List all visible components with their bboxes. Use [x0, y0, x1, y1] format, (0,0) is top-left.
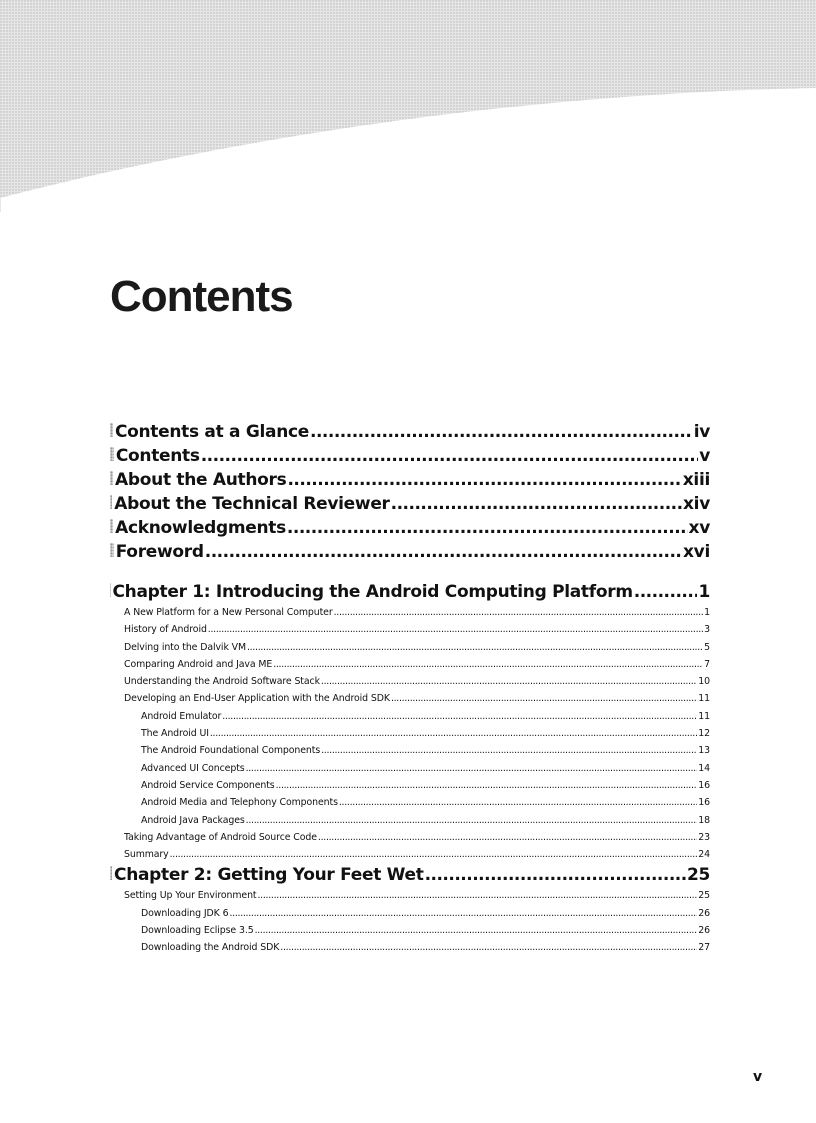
dot-leader — [246, 812, 698, 829]
subsubentry-page: 26 — [698, 925, 710, 937]
subsubentry-label: Downloading Eclipse 3.5 — [141, 925, 254, 937]
chapter-title: Chapter 1: Introducing the Android Computing Platform — [112, 582, 633, 602]
toc-subsubentry[interactable] — [110, 760, 710, 777]
dot-leader — [255, 922, 698, 939]
toc-subentry[interactable] — [110, 621, 710, 638]
dot-leader — [229, 905, 697, 922]
dot-leader — [258, 887, 698, 904]
toc-subentry[interactable] — [110, 887, 710, 904]
dot-leader — [321, 673, 697, 690]
dot-leader — [334, 604, 704, 621]
subsubentry-page: 12 — [698, 728, 710, 740]
header-swoosh-graphic — [0, 0, 816, 230]
toc-entry-page: xiii — [682, 470, 710, 490]
subsubentry-page: 26 — [698, 907, 710, 919]
toc-subsubentry[interactable] — [110, 939, 710, 956]
dot-leader — [391, 492, 682, 516]
table-of-contents — [110, 420, 710, 957]
subsubentry-page: 14 — [698, 762, 710, 774]
dot-leader — [280, 939, 697, 956]
chapter-title: Chapter 2: Getting Your Feet Wet — [114, 865, 424, 886]
toc-subsubentry[interactable] — [110, 708, 710, 725]
subsubentry-page: 16 — [698, 779, 710, 791]
subentry-page: 25 — [698, 890, 710, 902]
toc-entry-acknowledgments[interactable] — [110, 516, 710, 540]
dot-leader — [634, 580, 698, 604]
chapter-page: 1 — [698, 582, 710, 602]
subsubentry-label: The Android UI — [141, 728, 209, 740]
subsubentry-page: 16 — [698, 797, 710, 809]
dot-leader — [318, 829, 697, 846]
subentry-page: 7 — [704, 658, 710, 670]
dot-leader — [210, 725, 697, 742]
subsubentry-label: The Android Foundational Components — [141, 745, 321, 757]
dot-leader — [287, 468, 681, 492]
subentry-page: 3 — [704, 624, 710, 636]
subentry-page: 24 — [698, 849, 710, 861]
toc-entry-page: xvi — [683, 542, 710, 562]
dither-marker-icon — [110, 583, 111, 597]
dot-leader — [321, 742, 697, 759]
subsubentry-label: Android Media and Telephony Components — [141, 797, 338, 809]
subentry-label: Summary — [124, 849, 169, 861]
toc-subsubentry[interactable] — [110, 794, 710, 811]
toc-chapter-1[interactable] — [110, 580, 710, 604]
dither-marker-icon — [110, 543, 114, 557]
subsubentry-label: Advanced UI Concepts — [141, 762, 245, 774]
subsubentry-page: 27 — [698, 942, 710, 954]
toc-entry-label: Contents — [115, 446, 200, 466]
subentry-label: Developing an End-User Application with the Android SDK — [124, 693, 390, 705]
toc-entry-page: iv — [693, 422, 710, 442]
dot-leader — [276, 777, 698, 794]
subsubentry-label: Downloading the Android SDK — [141, 942, 280, 954]
subentry-label: Comparing Android and Java ME — [124, 658, 273, 670]
toc-subentry[interactable] — [110, 639, 710, 656]
dot-leader — [425, 863, 686, 887]
subentry-page: 11 — [698, 693, 710, 705]
subsubentry-page: 18 — [698, 814, 710, 826]
toc-chapter-2[interactable] — [110, 863, 710, 887]
subentry-label: A New Platform for a New Personal Computer — [124, 607, 333, 618]
toc-subentry[interactable] — [110, 846, 710, 863]
subentry-label: Understanding the Android Software Stack — [124, 676, 320, 688]
toc-entry-label: About the Technical Reviewer — [114, 494, 390, 514]
toc-subsubentry[interactable] — [110, 812, 710, 829]
dot-leader — [205, 540, 682, 564]
subsubentry-page: 11 — [698, 710, 710, 722]
toc-entry-label: About the Authors — [115, 470, 287, 490]
section-gap — [110, 564, 710, 580]
subentry-page: 1 — [704, 607, 710, 618]
toc-subsubentry[interactable] — [110, 725, 710, 742]
dot-leader — [247, 639, 703, 656]
dither-marker-icon — [110, 471, 113, 485]
dot-leader — [246, 760, 698, 777]
dither-marker-icon — [110, 866, 112, 880]
dither-marker-icon — [110, 495, 112, 509]
dot-leader — [170, 846, 698, 863]
subentry-label: History of Android — [124, 624, 207, 636]
toc-entry-foreword[interactable] — [110, 540, 710, 564]
subentry-label: Delving into the Dalvik VM — [124, 641, 246, 653]
toc-entry-about-the-technical-reviewer[interactable] — [110, 492, 710, 516]
toc-entry-page: xiv — [683, 494, 710, 514]
toc-entry-label: Foreword — [115, 542, 204, 562]
subentry-label: Taking Advantage of Android Source Code — [124, 831, 317, 843]
dot-leader — [201, 444, 698, 468]
toc-subsubentry[interactable] — [110, 905, 710, 922]
dither-marker-icon — [110, 447, 114, 461]
subentry-label: Setting Up Your Environment — [124, 890, 257, 902]
toc-entry-contents[interactable] — [110, 444, 710, 468]
toc-subsubentry[interactable] — [110, 922, 710, 939]
toc-entry-contents-at-a-glance[interactable] — [110, 420, 710, 444]
dot-leader — [273, 656, 703, 673]
dot-leader — [339, 794, 697, 811]
subentry-page: 10 — [698, 676, 710, 688]
subsubentry-label: Android Emulator — [141, 710, 222, 722]
dot-leader — [287, 516, 688, 540]
toc-entry-page: v — [699, 446, 710, 466]
toc-entry-label: Acknowledgments — [115, 518, 286, 538]
page-title: Contents — [110, 272, 293, 321]
chapter-page: 25 — [686, 865, 710, 886]
toc-entry-about-the-authors[interactable] — [110, 468, 710, 492]
toc-subentry[interactable] — [110, 604, 710, 621]
dot-leader — [310, 420, 693, 444]
toc-entry-label: Contents at a Glance — [114, 422, 310, 442]
subsubentry-label: Android Service Components — [141, 779, 275, 791]
subentry-page: 23 — [698, 831, 710, 843]
dot-leader — [222, 708, 697, 725]
subentry-page: 5 — [704, 641, 710, 653]
dither-marker-icon — [110, 519, 113, 533]
toc-subentry[interactable] — [110, 673, 710, 690]
toc-entry-page: xv — [688, 518, 710, 538]
toc-subsubentry[interactable] — [110, 742, 710, 759]
toc-subentry[interactable] — [110, 690, 710, 707]
toc-subsubentry[interactable] — [110, 777, 710, 794]
dot-leader — [391, 690, 697, 707]
subsubentry-label: Android Java Packages — [141, 814, 245, 826]
dither-marker-icon — [110, 423, 113, 437]
subsubentry-label: Downloading JDK 6 — [141, 907, 229, 919]
toc-subentry[interactable] — [110, 656, 710, 673]
page-number: v — [753, 1069, 763, 1085]
toc-subentry[interactable] — [110, 829, 710, 846]
subsubentry-page: 13 — [698, 745, 710, 757]
dot-leader — [208, 621, 703, 638]
